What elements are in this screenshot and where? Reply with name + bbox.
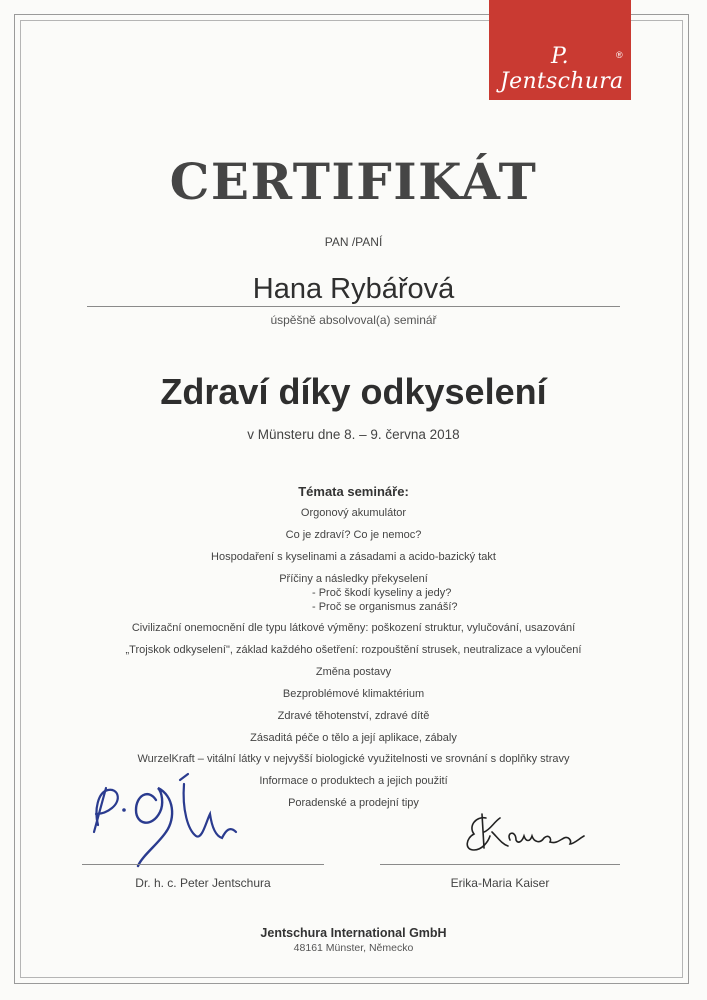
topic-item: Orgonový akumulátor: [300, 507, 407, 519]
registered-mark: ®: [616, 50, 623, 60]
topic-item: Civilizační onemocnění dle typu látkové výměny: poškození struktur, vylučování, usazování: [131, 622, 576, 634]
topic-item: Zásaditá péče o tělo a její aplikace, zábaly: [250, 732, 457, 744]
signatory-right-name: Erika-Maria Kaiser: [450, 876, 550, 890]
topic-item: Příčiny a následky překyselení: [279, 573, 428, 585]
topic-subitem: - Proč škodí kyseliny a jedy?: [312, 587, 452, 599]
recipient-name: Hana Rybářová: [252, 273, 455, 305]
name-underline: [87, 306, 620, 307]
topics-heading: Témata semináře:: [298, 484, 409, 499]
seminar-title: Zdraví díky odkyselení: [160, 371, 547, 412]
topic-item: Zdravé těhotenství, zdravé dítě: [277, 710, 430, 722]
topic-item: Změna postavy: [315, 666, 392, 678]
certificate-title: CERTIFIKÁT: [169, 152, 538, 211]
salutation: PAN /PANÍ: [324, 235, 383, 249]
topic-subitem: - Proč se organismus zanáší?: [312, 601, 458, 613]
company-name: Jentschura International GmbH: [260, 926, 447, 940]
signature-right: [460, 808, 590, 858]
topic-item: Bezproblémové klimaktérium: [282, 688, 425, 700]
company-address: 48161 Münster, Německo: [293, 942, 414, 954]
signatory-left-name: Dr. h. c. Peter Jentschura: [135, 876, 271, 890]
topic-item: Hospodaření s kyselinami a zásadami a acido-bazický takt: [211, 551, 496, 563]
topic-item: Poradenské a prodejní tipy: [288, 797, 419, 809]
signature-line-right: [380, 864, 620, 865]
topic-item: Co je zdraví? Co je nemoc?: [285, 529, 422, 541]
signature-left: [84, 770, 254, 870]
signature-line-left: [82, 864, 324, 865]
completed-text: úspěšně absolvoval(a) seminář: [270, 313, 437, 327]
brand-logo-text: P. Jentschura: [500, 44, 624, 94]
topic-item: „Trojskok odkyselení", základ každého ošetření: rozpouštění strusek, neutralizace a vyloučení: [125, 644, 582, 656]
topic-item: Informace o produktech a jejich použití: [259, 775, 448, 787]
place-date: v Münsteru dne 8. – 9. června 2018: [247, 427, 460, 442]
topic-item: WurzelKraft – vitální látky v nejvyšší biologické využitelnosti ve srovnání s doplňky stravy: [137, 753, 570, 765]
